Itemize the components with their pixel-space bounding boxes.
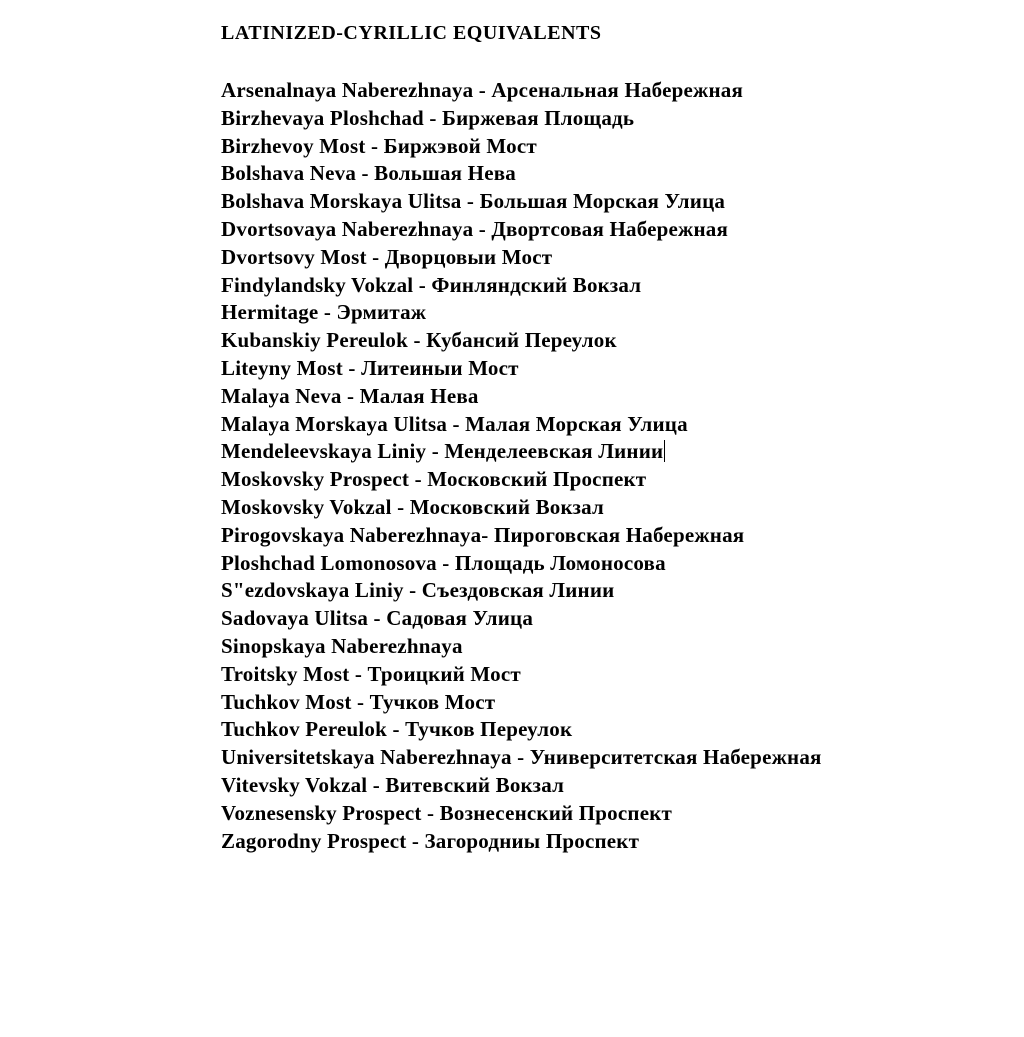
entry-text: Moskovsky Prospect - Московский Проспект bbox=[221, 467, 647, 492]
list-item bbox=[221, 272, 822, 300]
list-item bbox=[221, 216, 822, 244]
list-item bbox=[221, 550, 822, 578]
list-item bbox=[221, 800, 822, 828]
list-item bbox=[221, 188, 822, 216]
document-title: LATINIZED-CYRILLIC EQUIVALENTS bbox=[221, 22, 602, 44]
entry-text: S"ezdovskaya Liniy - Съездовская Линии bbox=[221, 578, 615, 603]
entry-text: Vitevsky Vokzal - Витевский Вокзал bbox=[221, 772, 565, 797]
list-item bbox=[221, 105, 822, 133]
entry-text: Sadovaya Ulitsa - Садовая Улица bbox=[221, 606, 534, 631]
entry-text: Bolshava Neva - Вольшая Нева bbox=[221, 161, 516, 186]
entry-text: Liteyny Most - Литеиныи Мост bbox=[221, 355, 519, 380]
entry-text: Pirogovskaya Naberezhnaya- Пироговская Набережная bbox=[221, 522, 745, 547]
entry-text: Universitetskaya Naberezhnaya - Университетская Набережная bbox=[221, 745, 822, 770]
list-item bbox=[221, 661, 822, 689]
list-item bbox=[221, 411, 822, 439]
entry-text: Findylandsky Vokzal - Финляндский Вокзал bbox=[221, 272, 642, 297]
list-item bbox=[221, 299, 822, 327]
entry-text: Tuchkov Pereulok - Тучков Переулок bbox=[221, 717, 573, 742]
entry-text: Sinopskaya Naberezhnaya bbox=[221, 633, 463, 658]
entry-text: Hermitage - Эрмитаж bbox=[221, 300, 427, 325]
entry-text: Birzhevaya Ploshchad - Биржевая Площадь bbox=[221, 105, 635, 130]
entry-text: Zagorodny Prospect - Загородниы Проспект bbox=[221, 828, 640, 853]
list-item bbox=[221, 327, 822, 355]
list-item bbox=[221, 494, 822, 522]
entry-text: Troitsky Most - Троицкий Мост bbox=[221, 661, 521, 686]
list-item bbox=[221, 522, 822, 550]
entry-text: Birzhevoy Most - Биржэвой Мост bbox=[221, 133, 537, 158]
list-item bbox=[221, 605, 822, 633]
entry-text: Arsenalnaya Naberezhnaya - Арсенальная Набережная bbox=[221, 78, 744, 102]
list-item bbox=[221, 466, 822, 494]
list-item bbox=[221, 355, 822, 383]
list-item bbox=[221, 828, 822, 856]
list-item bbox=[221, 383, 822, 411]
list-item bbox=[221, 438, 822, 466]
entry-text: Dvortsovy Most - Дворцовыи Мост bbox=[221, 244, 553, 269]
entry-text: Tuchkov Most - Тучков Мост bbox=[221, 689, 496, 714]
text-cursor bbox=[664, 440, 665, 462]
entry-text: Mendeleevskaya Liniy - Менделеевская Линии bbox=[221, 439, 664, 464]
list-item bbox=[221, 633, 822, 661]
entry-text: Dvortsovaya Naberezhnaya - Двортсовая Набережная bbox=[221, 216, 729, 241]
list-item bbox=[221, 716, 822, 744]
entry-text: Bolshava Morskaya Ulitsa - Большая Морская Улица bbox=[221, 189, 726, 214]
list-item bbox=[221, 577, 822, 605]
list-item bbox=[221, 689, 822, 717]
list-item bbox=[221, 133, 822, 161]
list-item bbox=[221, 160, 822, 188]
list-item bbox=[221, 244, 822, 272]
list-item bbox=[221, 744, 822, 772]
list-item bbox=[221, 772, 822, 800]
entry-text: Ploshchad Lomonosova - Площадь Ломоносова bbox=[221, 550, 666, 575]
entry-text: Malaya Neva - Малая Нева bbox=[221, 383, 479, 408]
equivalents-list bbox=[221, 77, 822, 855]
entry-text: Malaya Morskaya Ulitsa - Малая Морская Улица bbox=[221, 411, 688, 436]
entry-text: Moskovsky Vokzal - Московский Вокзал bbox=[221, 494, 605, 519]
list-item bbox=[221, 77, 822, 105]
entry-text: Voznesensky Prospect - Вознесенский Проспект bbox=[221, 800, 673, 825]
entry-text: Kubanskiy Pereulok - Кубансий Переулок bbox=[221, 328, 617, 353]
